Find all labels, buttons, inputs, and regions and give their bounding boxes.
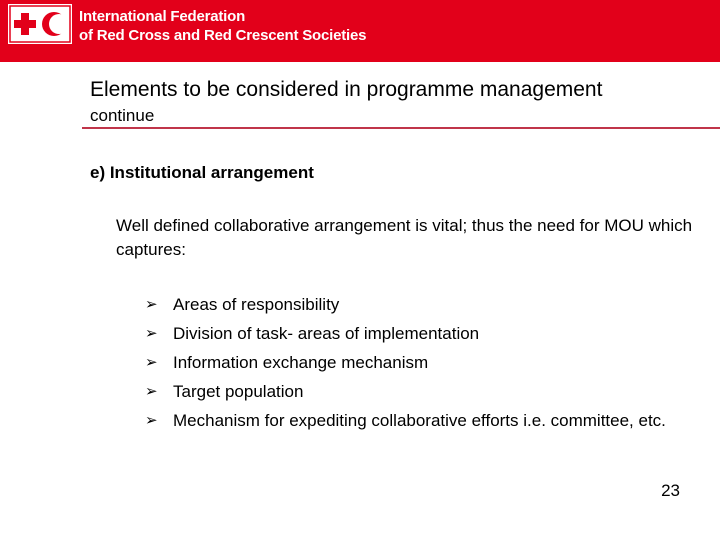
arrow-bullet-icon: ➢ [145, 411, 158, 429]
bullet-item [145, 319, 705, 348]
bullet-item [145, 348, 705, 377]
arrow-bullet-icon: ➢ [145, 382, 158, 400]
section-heading: e) Institutional arrangement [90, 163, 314, 182]
bullet-text: Information exchange mechanism [173, 353, 429, 372]
page-number: 23 [661, 481, 680, 500]
bullet-text: Division of task- areas of implementation [173, 324, 480, 343]
arrow-bullet-icon: ➢ [145, 353, 158, 371]
organization-name-line-1: International Federation [79, 8, 246, 25]
header-bar [0, 0, 720, 62]
slide-title: Elements to be considered in programme management [90, 78, 603, 101]
bullet-item [145, 406, 705, 435]
bullet-item [145, 290, 705, 319]
bullet-item [145, 377, 705, 406]
arrow-bullet-icon: ➢ [145, 295, 158, 313]
organization-name-line-2: of Red Cross and Red Crescent Societies [79, 27, 367, 44]
bullet-text: Target population [173, 382, 304, 401]
logo-icon [8, 4, 72, 44]
arrow-bullet-icon: ➢ [145, 324, 158, 342]
bullet-text: Areas of responsibility [173, 295, 340, 314]
red-cross-red-crescent-logo [8, 4, 72, 44]
bullet-list [145, 290, 705, 435]
organization-name [79, 7, 366, 45]
bullet-text: Mechanism for expediting collaborative efforts i.e. committee, etc. [173, 411, 666, 430]
intro-paragraph: Well defined collaborative arrangement is vital; thus the need for MOU which captures: [116, 216, 693, 259]
title-divider [82, 127, 720, 129]
slide-subtitle: continue [90, 106, 155, 125]
